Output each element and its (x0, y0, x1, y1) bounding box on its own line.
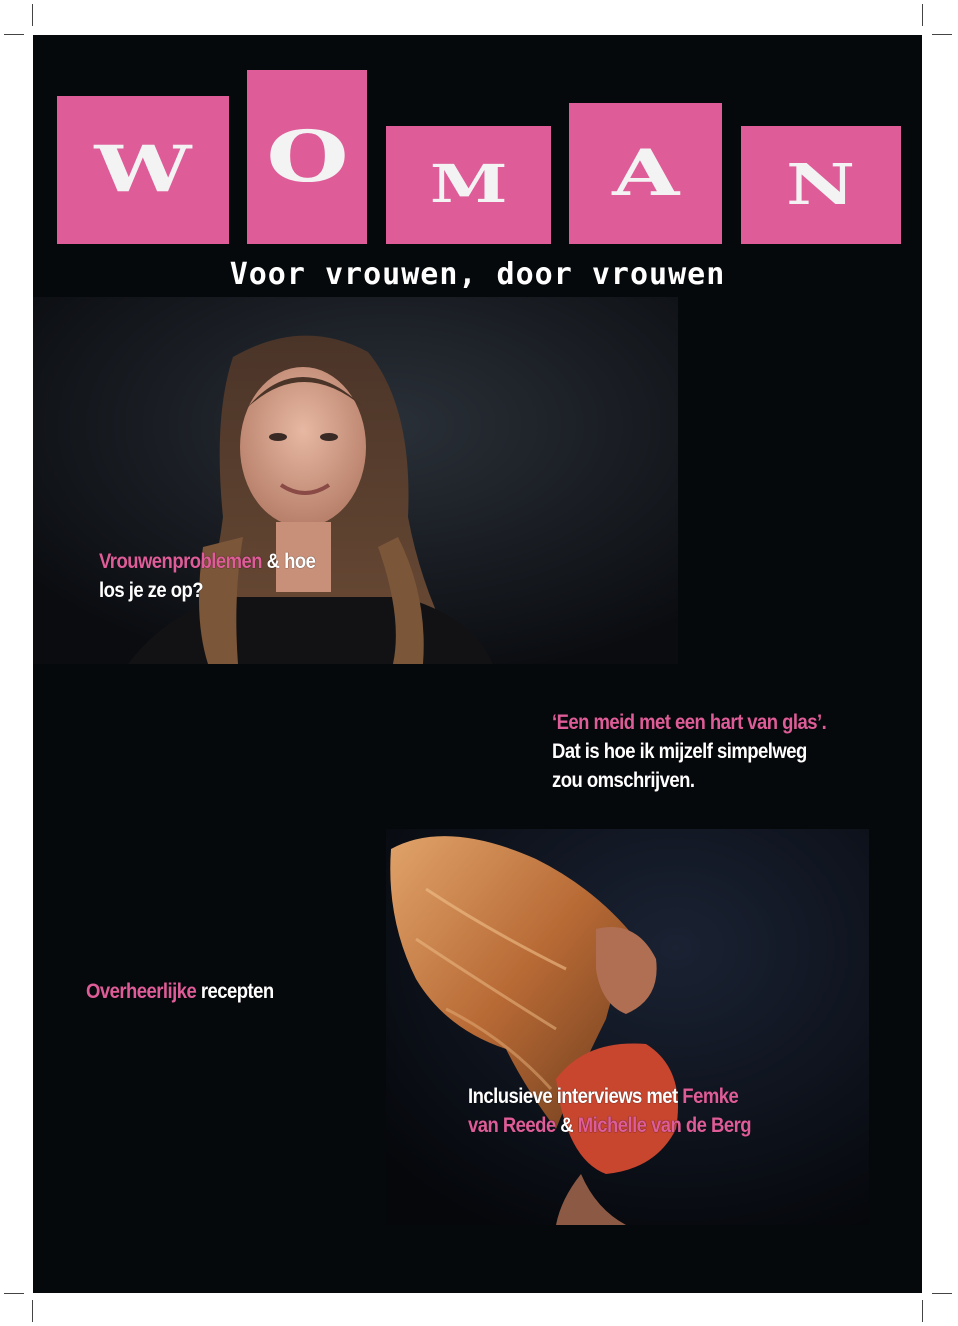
crop-mark (932, 1293, 952, 1294)
quote-line2: Dat is hoe ik mijzelf simpelweg (552, 740, 807, 763)
quote-block (552, 708, 826, 795)
masthead-letter: W (94, 132, 192, 207)
headline-line2: los je ze op? (99, 579, 204, 602)
interviews-ampersand: & (555, 1114, 578, 1137)
masthead-letter: A (611, 135, 680, 211)
masthead-tile-m (386, 126, 551, 244)
magazine-cover (33, 35, 922, 1293)
crop-mark (922, 4, 923, 26)
recipes-white-text: recepten (196, 980, 274, 1003)
masthead-tile-a (569, 103, 722, 244)
masthead-tile-o (247, 70, 367, 244)
crop-mark (932, 34, 952, 35)
hair-flip-photo (386, 829, 869, 1225)
masthead-tile-w (57, 96, 229, 244)
headline-white-text: & hoe (262, 550, 316, 573)
interviews-teaser (468, 1082, 751, 1140)
masthead-letter: M (429, 154, 508, 215)
interviews-white-text: Inclusieve interviews met (468, 1085, 683, 1108)
crop-mark (32, 4, 33, 26)
portrait-photo (33, 297, 678, 664)
crop-mark (32, 1300, 33, 1322)
tagline: Voor vrouwen, door vrouwen (229, 257, 726, 292)
masthead-tile-n (741, 126, 901, 244)
headline-women-problems (99, 547, 315, 605)
interviews-name-femke: Femke (682, 1085, 739, 1108)
headline-pink-text: Vrouwenproblemen (99, 550, 263, 573)
crop-mark (4, 34, 24, 35)
quote-line1: ‘Een meid met een hart van glas’. (552, 711, 827, 734)
crop-mark (4, 1293, 24, 1294)
interviews-name-michelle: Michelle van de Berg (577, 1114, 752, 1137)
quote-line3: zou omschrijven. (552, 769, 695, 792)
crop-mark (922, 1300, 923, 1322)
recipes-teaser (86, 977, 274, 1006)
masthead-letter: O (265, 115, 349, 198)
recipes-pink-text: Overheerlijke (86, 980, 197, 1003)
masthead-letter: N (786, 152, 856, 218)
interviews-name-reede: van Reede (468, 1114, 556, 1137)
